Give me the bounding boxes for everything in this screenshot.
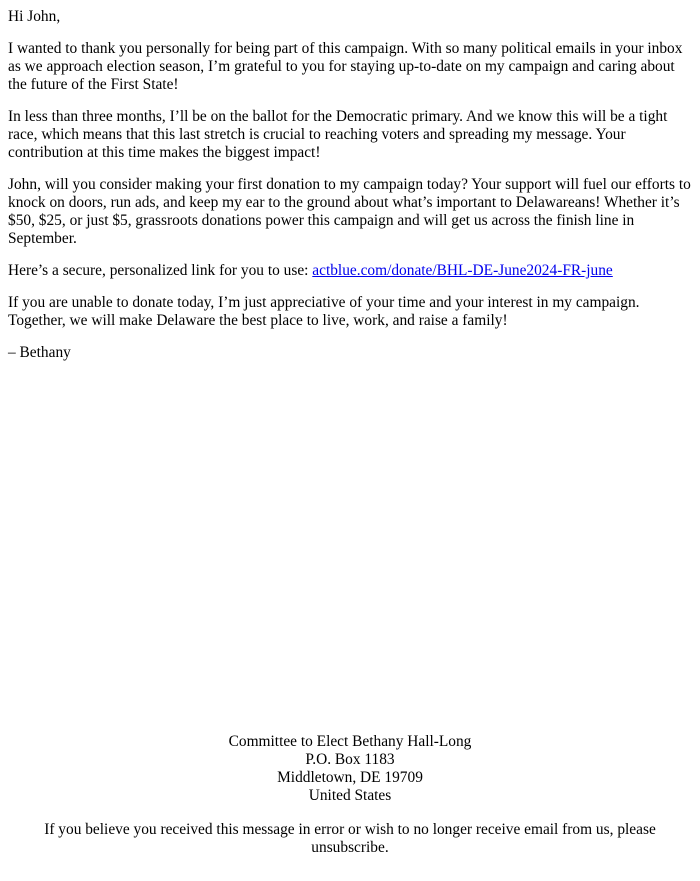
donate-link[interactable]: actblue.com/donate/BHL-DE-June2024-FR-june [312, 262, 613, 279]
paragraph-donation-ask: John, will you consider making your first donation to my campaign today? Your support will fuel our efforts to knock on doors, run ads, and keep my ear to the ground about what’s important to Delawareans! Whether it’s $50, $25, or just $5, grassroots donations power this campaign and will get us across the finish line in September. [8, 176, 691, 247]
country: United States [308, 787, 392, 804]
paragraph-closing: If you are unable to donate today, I’m just appreciative of your time and your interest in my campaign. Together, we will make Delaware the best place to live, work, and raise a family! [8, 294, 640, 329]
email-body [8, 8, 692, 376]
link-intro: Here’s a secure, personalized link for you to use: [8, 262, 313, 279]
city-line: Middletown, DE 19709 [277, 769, 423, 786]
unsubscribe-text: If you believe you received this message in error or wish to no longer receive email from us, please [44, 821, 656, 838]
email-footer [0, 733, 700, 857]
unsubscribe-notice [0, 821, 700, 857]
paragraph-thanks: I wanted to thank you personally for being part of this campaign. With so many political emails in your inbox as we approach election season, I’m grateful to you for staying up-to-date on my campaign and caring about the future of the First State! [8, 40, 683, 93]
signature: – Bethany [8, 344, 71, 361]
unsubscribe-period: . [384, 839, 389, 856]
paragraph-primary: In less than three months, I’ll be on the ballot for the Democratic primary. And we know this will be a tight race, which means that this last stretch is crucial to reaching voters and spreading my message. Your contribution at this time makes the biggest impact! [8, 108, 668, 161]
committee-name: Committee to Elect Bethany Hall-Long [228, 733, 472, 750]
po-box: P.O. Box 1183 [305, 751, 395, 768]
unsubscribe-link[interactable]: unsubscribe [311, 839, 385, 856]
paragraph-link [8, 262, 692, 280]
greeting: Hi John, [8, 8, 61, 25]
mailing-address [0, 733, 700, 805]
